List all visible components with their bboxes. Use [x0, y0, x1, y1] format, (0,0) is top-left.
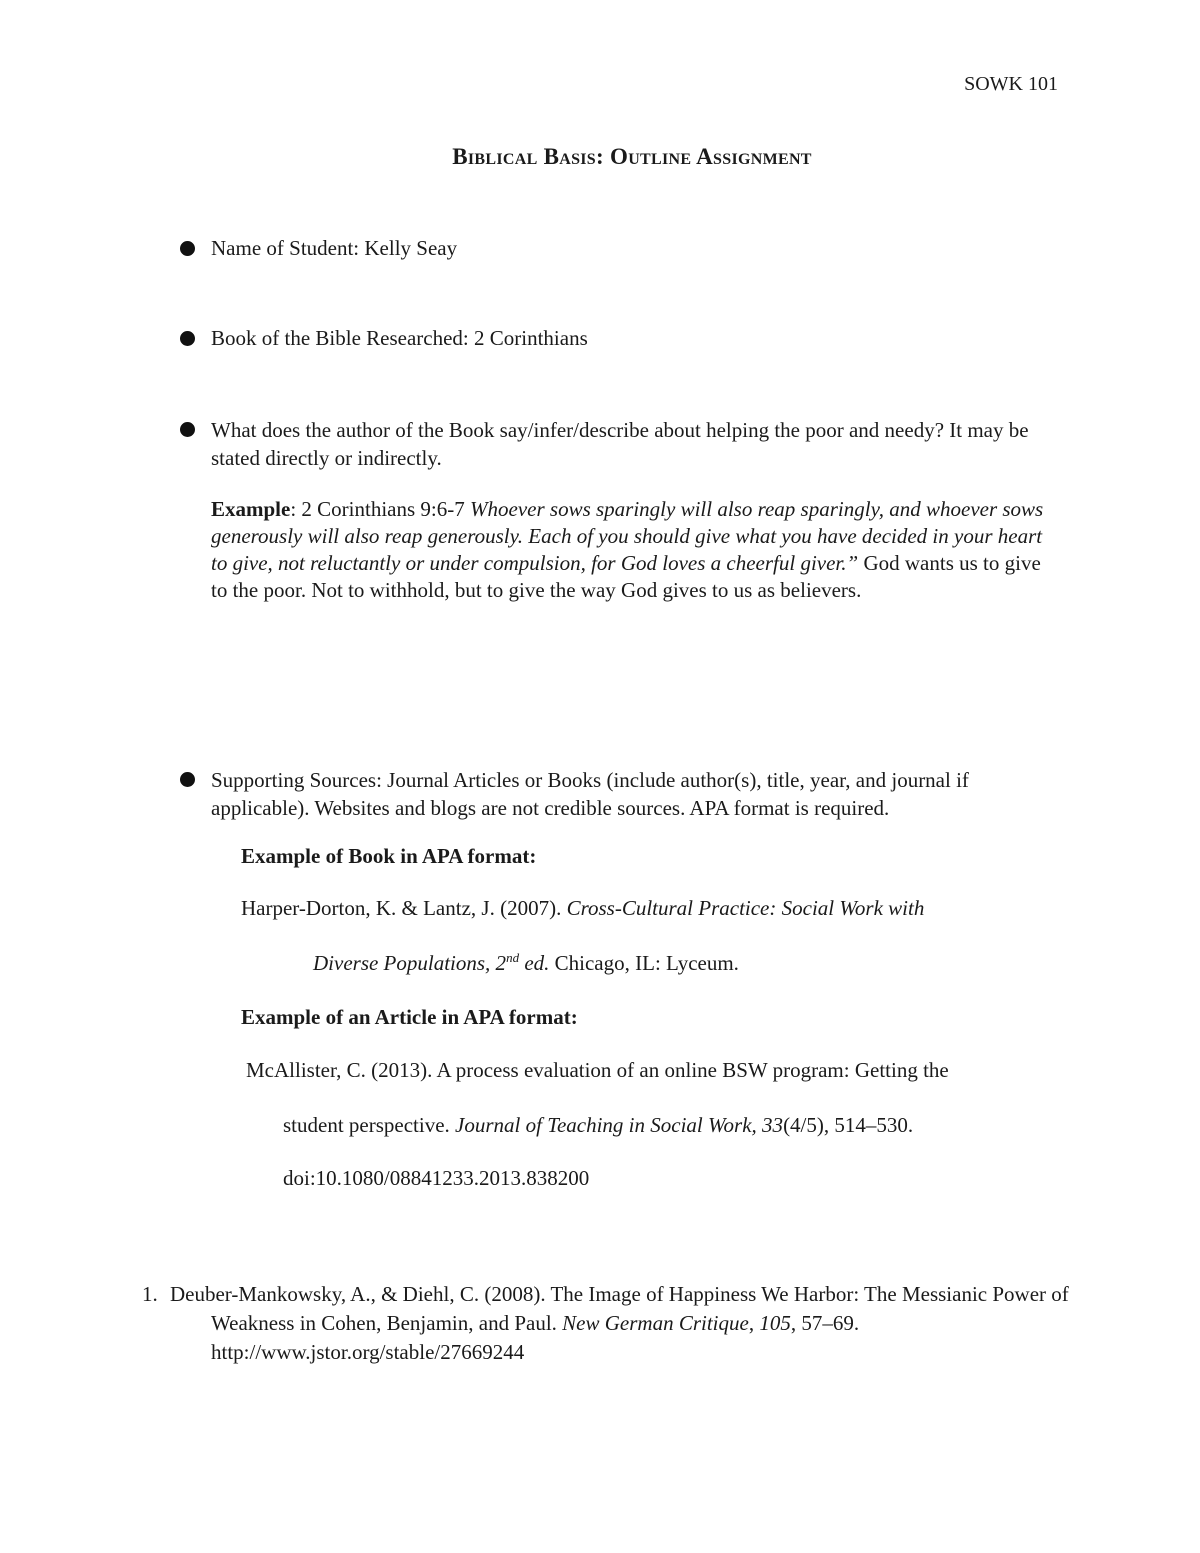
student-name-line [211, 234, 1061, 262]
article-ref-pages: (4/5), 514–530. [783, 1113, 914, 1137]
bullet-icon [180, 241, 195, 256]
book-line [211, 324, 1061, 352]
book-ref-title-cont: Diverse Populations, 2 [313, 951, 507, 975]
student-name-value: Kelly Seay [364, 236, 458, 260]
article-reference-line-2 [283, 1111, 913, 1139]
example-reference: : 2 Corinthians 9:6-7 [290, 497, 465, 521]
article-ref-title-end: student perspective. [283, 1113, 450, 1137]
example-paragraph [211, 496, 1056, 604]
bullet-icon [180, 422, 195, 437]
sources-text: Supporting Sources: Journal Articles or Books (include author(s), title, year, and journal if applicable). Websites and blogs are not credible sources. APA format is required. [211, 768, 969, 820]
example-comment: God wants us to give to the poor. Not to withhold, but to give the way God gives to us as believers. [211, 551, 1041, 602]
article-reference-doi: doi:10.1080/08841233.2013.838200 [283, 1166, 590, 1190]
book-ref-title: Cross-Cultural Practice: Social Work with [566, 896, 925, 920]
book-label: Book of the Bible Researched: [211, 326, 469, 350]
reference-journal: New German Critique [562, 1311, 749, 1335]
article-example-heading: Example of an Article in APA format: [241, 1005, 578, 1029]
bullet-icon [180, 772, 195, 787]
question-text: What does the author of the Book say/infer/describe about helping the poor and needy? It may be stated directly or indirectly. [211, 418, 1029, 470]
article-reference-line-1: McAllister, C. (2013). A process evaluation of an online BSW program: Getting the [246, 1058, 949, 1082]
book-value: 2 Corinthians [474, 326, 588, 350]
course-code: SOWK 101 [964, 73, 1058, 95]
student-name-label: Name of Student: [211, 236, 360, 260]
book-example-heading: Example of Book in APA format: [241, 844, 537, 868]
reference-volume: 105 [759, 1311, 791, 1335]
book-reference-line-2 [313, 949, 739, 977]
example-label: Example [211, 497, 291, 521]
bullet-icon [180, 331, 195, 346]
article-ref-journal: Journal of Teaching in Social Work, 33 [455, 1113, 784, 1137]
book-ref-publisher: Chicago, IL: Lyceum. [554, 951, 739, 975]
book-reference-line-1 [241, 894, 924, 922]
example-quote: Whoever sows sparingly will also reap sparingly, and whoever sows generously will also reap generously. Each of you should give what you have decided in your heart to give, not reluctantly or under compulsion, for God loves a cheerful giver.” [211, 497, 1044, 575]
book-ref-authors: Harper-Dorton, K. & Lantz, J. (2007). [241, 896, 562, 920]
book-ref-edition: ed. [519, 951, 550, 975]
document-title: Biblical Basis: Outline Assignment [452, 144, 812, 169]
book-ref-edition-sup: nd [506, 950, 520, 965]
reference-text: Deuber-Mankowsky, A., & Diehl, C. (2008). The Image of Happiness We Harbor: The Messianic Power of Weakness in Cohen, Benjamin, and Paul. [170, 1282, 1069, 1335]
reference-pages-url: , 57–69. http://www.jstor.org/stable/27669244 [211, 1311, 860, 1364]
reference-comma: , [748, 1311, 755, 1335]
reference-entry [170, 1280, 1081, 1367]
reference-number: 1. [142, 1282, 158, 1306]
